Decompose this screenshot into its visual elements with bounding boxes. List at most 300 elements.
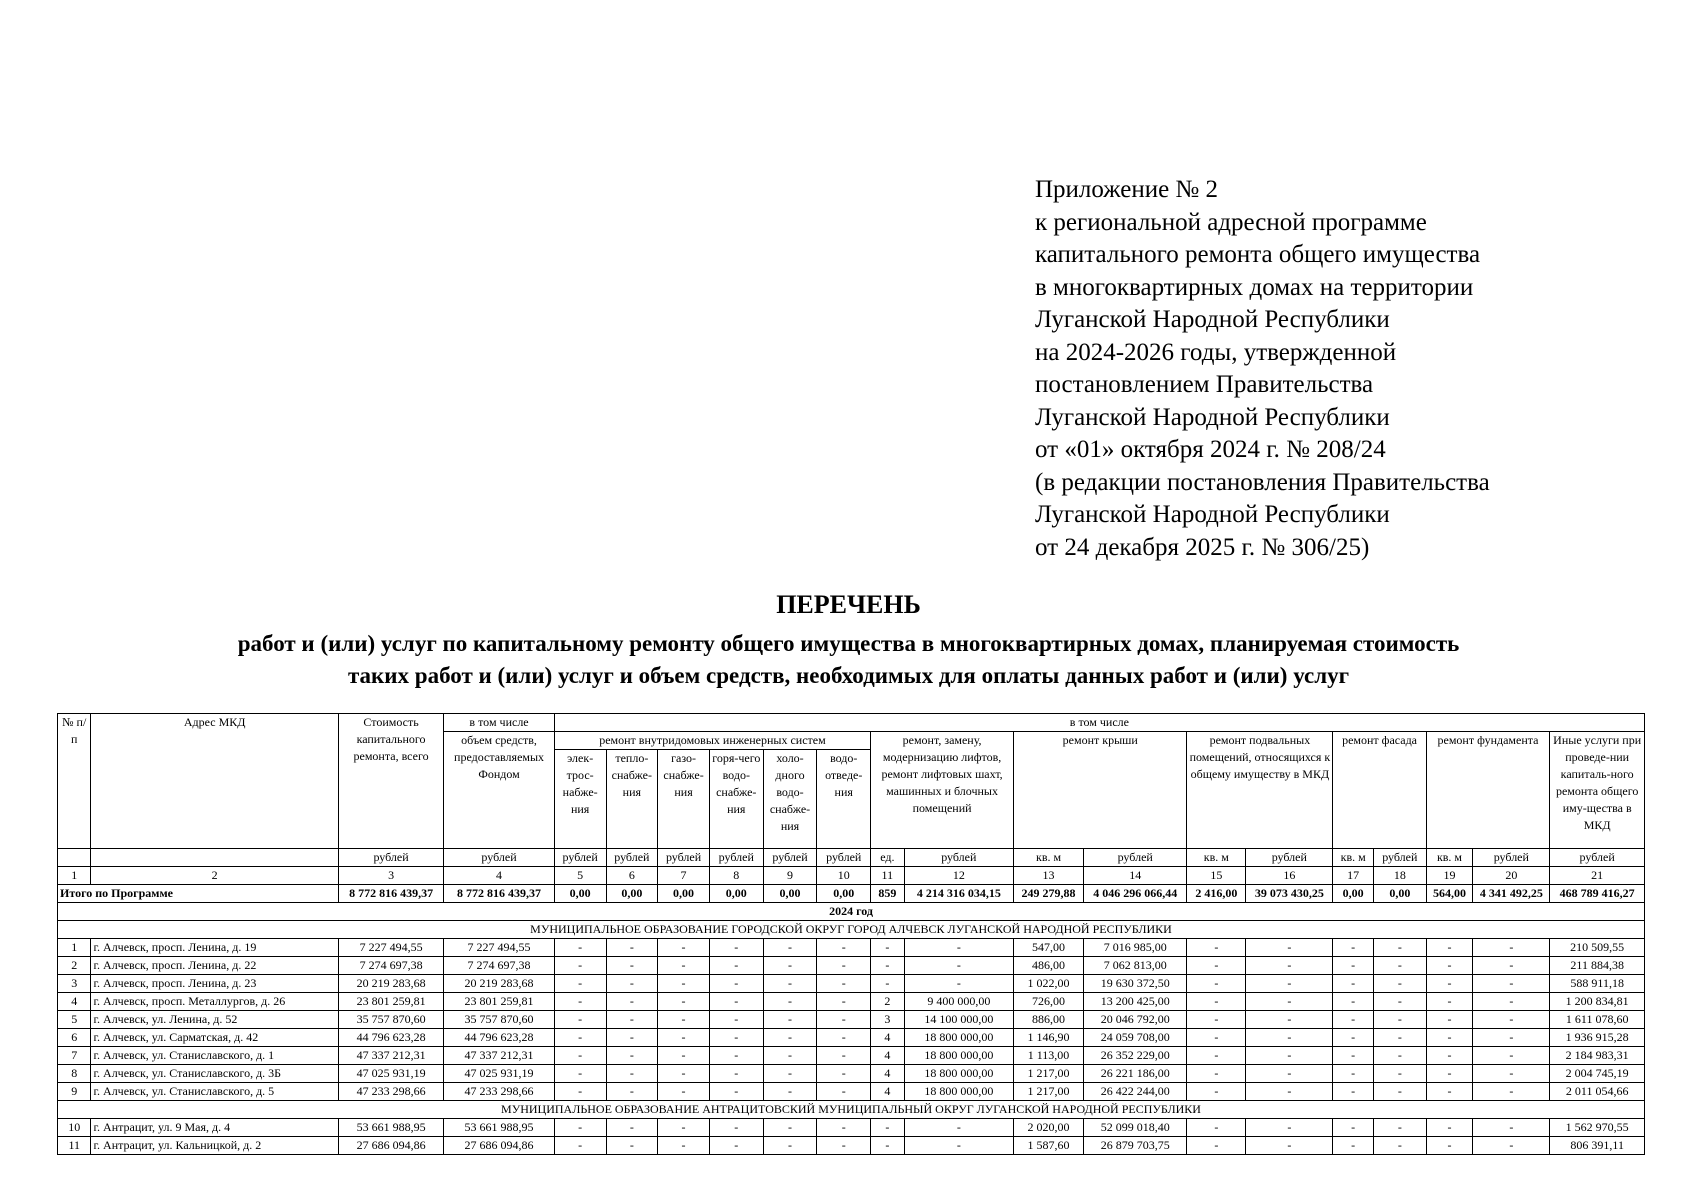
table-cell: 2 011 054,66: [1550, 1083, 1645, 1101]
unit-cell: кв. м: [1014, 849, 1084, 867]
address-cell: г. Алчевск, ул. Станиславского, д. 3Б: [91, 1065, 338, 1083]
table-cell: 20 219 283,68: [444, 975, 555, 993]
table-cell: -: [554, 1029, 606, 1047]
total-value-cell: 0,00: [1333, 885, 1374, 903]
total-value-cell: 0,00: [554, 885, 606, 903]
table-cell: 726,00: [1014, 993, 1084, 1011]
header-incl1: в том числе: [444, 714, 555, 732]
header-other: Иные услуги при проведе-нии капиталь-ного ремонта общего иму-щества в МКД: [1550, 732, 1645, 849]
table-cell: -: [1426, 975, 1473, 993]
unit-cell: рублей: [709, 849, 763, 867]
table-cell: -: [606, 939, 658, 957]
table-cell: 7 274 697,38: [338, 957, 443, 975]
header-coldwater: холо-дного водо-снабже-ния: [763, 750, 817, 849]
column-number-cell: 9: [763, 867, 817, 885]
table-cell: -: [606, 1119, 658, 1137]
appendix-line: капитального ремонта общего имущества: [1035, 241, 1481, 268]
table-cell: 23 801 259,81: [338, 993, 443, 1011]
table-cell: -: [554, 1065, 606, 1083]
total-label: Итого по Программе: [58, 885, 339, 903]
total-value-cell: 0,00: [763, 885, 817, 903]
header-hotwater: горя-чего водо-снабже-ния: [709, 750, 763, 849]
table-cell: 18 800 000,00: [904, 1047, 1014, 1065]
header-lifts: ремонт, замену, модернизацию лифтов, ремонт лифтовых шахт, машинных и блочных помещений: [871, 732, 1014, 849]
total-value-cell: 0,00: [817, 885, 871, 903]
appendix-block: [1035, 174, 1490, 564]
table-cell: 1 936 915,28: [1550, 1029, 1645, 1047]
table-cell: -: [763, 1029, 817, 1047]
table-cell: -: [1246, 1029, 1333, 1047]
column-number-cell: 16: [1246, 867, 1333, 885]
table-cell: -: [763, 993, 817, 1011]
table-cell: -: [658, 939, 710, 957]
table-row: [58, 939, 1645, 957]
table-cell: -: [1373, 939, 1426, 957]
table-cell: -: [1473, 1137, 1550, 1155]
table-cell: -: [606, 1011, 658, 1029]
unit-cell: рублей: [606, 849, 658, 867]
table-cell: -: [1333, 1029, 1374, 1047]
table-cell: 35 757 870,60: [338, 1011, 443, 1029]
total-value-cell: 4 046 296 066,44: [1084, 885, 1187, 903]
total-value-cell: 4 214 316 034,15: [904, 885, 1014, 903]
table-cell: 44 796 623,28: [444, 1029, 555, 1047]
table-cell: -: [817, 1065, 871, 1083]
unit-cell: рублей: [763, 849, 817, 867]
header-electro: элек-трос-набже-ния: [554, 750, 606, 849]
total-value-cell: 4 341 492,25: [1473, 885, 1550, 903]
table-cell: -: [817, 1029, 871, 1047]
table-cell: -: [658, 1011, 710, 1029]
table-cell: 47 337 212,31: [444, 1047, 555, 1065]
header-internal: ремонт внутридомовых инженерных систем: [554, 732, 870, 750]
table-cell: 2 004 745,19: [1550, 1065, 1645, 1083]
table-cell: -: [1333, 1083, 1374, 1101]
table-cell: -: [709, 1011, 763, 1029]
table-cell: -: [709, 1119, 763, 1137]
table-cell: -: [1473, 993, 1550, 1011]
table-cell: -: [1473, 1011, 1550, 1029]
table-cell: 211 884,38: [1550, 957, 1645, 975]
column-number-cell: 15: [1187, 867, 1246, 885]
total-value-cell: 468 789 416,27: [1550, 885, 1645, 903]
table-cell: 547,00: [1014, 939, 1084, 957]
table-row: [58, 1083, 1645, 1101]
table-cell: -: [1187, 1119, 1246, 1137]
table-cell: -: [1246, 1065, 1333, 1083]
table-cell: -: [1333, 939, 1374, 957]
table-cell: 7 274 697,38: [444, 957, 555, 975]
total-row: [58, 885, 1645, 903]
table-cell: -: [871, 939, 904, 957]
header-drain: водо-отведе-ния: [817, 750, 871, 849]
table-cell: -: [554, 975, 606, 993]
table-cell: 6: [58, 1029, 91, 1047]
table-cell: 4: [871, 1047, 904, 1065]
table-cell: -: [1426, 993, 1473, 1011]
table-cell: -: [817, 1137, 871, 1155]
table-cell: 5: [58, 1011, 91, 1029]
table-cell: -: [904, 1137, 1014, 1155]
table-cell: -: [1246, 957, 1333, 975]
table-cell: 3: [58, 975, 91, 993]
column-numbers-row: [58, 867, 1645, 885]
table-cell: 13 200 425,00: [1084, 993, 1187, 1011]
column-number-cell: 19: [1426, 867, 1473, 885]
table-cell: 1 022,00: [1014, 975, 1084, 993]
table-cell: -: [817, 1047, 871, 1065]
column-number-cell: 18: [1373, 867, 1426, 885]
header-fund: объем средств, предоставляемых Фондом: [444, 732, 555, 849]
column-number-cell: 6: [606, 867, 658, 885]
table-cell: 7 227 494,55: [444, 939, 555, 957]
address-cell: г. Антрацит, ул. Кальницкой, д. 2: [91, 1137, 338, 1155]
table-cell: -: [658, 1083, 710, 1101]
table-cell: -: [1373, 1065, 1426, 1083]
table-cell: 26 879 703,75: [1084, 1137, 1187, 1155]
section-row: [58, 921, 1645, 939]
table-cell: -: [1333, 975, 1374, 993]
table-cell: 1 587,60: [1014, 1137, 1084, 1155]
column-number-cell: 12: [904, 867, 1014, 885]
table-cell: 18 800 000,00: [904, 1029, 1014, 1047]
table-cell: -: [709, 1065, 763, 1083]
table-cell: -: [763, 1083, 817, 1101]
table-cell: 7 016 985,00: [1084, 939, 1187, 957]
table-cell: 14 100 000,00: [904, 1011, 1014, 1029]
table-cell: -: [1426, 1065, 1473, 1083]
table-row: [58, 1029, 1645, 1047]
column-number-cell: 4: [444, 867, 555, 885]
table-cell: -: [658, 1047, 710, 1065]
address-cell: г. Алчевск, просп. Металлургов, д. 26: [91, 993, 338, 1011]
table-cell: -: [1187, 957, 1246, 975]
table-cell: -: [554, 1119, 606, 1137]
table-cell: -: [1187, 1029, 1246, 1047]
document-title: ПЕРЕЧЕНЬ: [776, 590, 921, 619]
table-cell: 53 661 988,95: [444, 1119, 555, 1137]
column-number-cell: 17: [1333, 867, 1374, 885]
table-cell: -: [1333, 957, 1374, 975]
table-cell: -: [554, 1047, 606, 1065]
table-row: [58, 1137, 1645, 1155]
table-row: [58, 993, 1645, 1011]
table-cell: -: [763, 957, 817, 975]
appendix-line: в многоквартирных домах на территории: [1035, 273, 1474, 301]
unit-cell: рублей: [1373, 849, 1426, 867]
table-cell: -: [1246, 1137, 1333, 1155]
table-cell: -: [1333, 993, 1374, 1011]
address-cell: г. Алчевск, ул. Станиславского, д. 5: [91, 1083, 338, 1101]
total-value-cell: 8 772 816 439,37: [444, 885, 555, 903]
header-foundation: ремонт фундамента: [1426, 732, 1550, 849]
table-cell: -: [554, 1137, 606, 1155]
total-value-cell: 249 279,88: [1014, 885, 1084, 903]
unit-cell: рублей: [1473, 849, 1550, 867]
table-cell: -: [871, 957, 904, 975]
table-cell: -: [606, 1065, 658, 1083]
total-value-cell: 0,00: [1373, 885, 1426, 903]
subtitle-line-2: таких работ и (или) услуг и объем средств, необходимых для оплаты данных работ и (или) услуг: [347, 663, 1350, 688]
table-cell: -: [1373, 1029, 1426, 1047]
appendix-line: (в редакции постановления Правительства: [1035, 468, 1490, 496]
table-cell: 1 562 970,55: [1550, 1119, 1645, 1137]
unit-cell: ед.: [871, 849, 904, 867]
header-gas: газо-снабже-ния: [658, 750, 710, 849]
table-cell: 47 233 298,66: [444, 1083, 555, 1101]
table-cell: 20 219 283,68: [338, 975, 443, 993]
column-number-cell: 10: [817, 867, 871, 885]
appendix-line: от 24 декабря 2025 г. № 306/25): [1035, 533, 1370, 561]
column-number-cell: 5: [554, 867, 606, 885]
table-cell: -: [1473, 1119, 1550, 1137]
total-value-cell: 8 772 816 439,37: [338, 885, 443, 903]
unit-cell-empty: [58, 849, 91, 867]
table-cell: -: [904, 939, 1014, 957]
table-cell: 1 217,00: [1014, 1065, 1084, 1083]
table-row: [58, 975, 1645, 993]
appendix-line: на 2024-2026 годы, утвержденной: [1035, 338, 1397, 366]
table-cell: -: [763, 1011, 817, 1029]
total-value-cell: 859: [871, 885, 904, 903]
table-cell: -: [1187, 1011, 1246, 1029]
table-cell: -: [1333, 1011, 1374, 1029]
table-cell: 7 062 813,00: [1084, 957, 1187, 975]
table-cell: -: [1333, 1137, 1374, 1155]
table-cell: -: [606, 1083, 658, 1101]
table-cell: -: [817, 939, 871, 957]
column-number-cell: 8: [709, 867, 763, 885]
table-cell: -: [817, 975, 871, 993]
table-cell: -: [1426, 1029, 1473, 1047]
table-cell: -: [709, 1047, 763, 1065]
table-cell: -: [1187, 975, 1246, 993]
table-cell: 7: [58, 1047, 91, 1065]
table-cell: -: [1373, 1137, 1426, 1155]
table-cell: 4: [58, 993, 91, 1011]
table-cell: -: [1473, 1047, 1550, 1065]
table-cell: 1 611 078,60: [1550, 1011, 1645, 1029]
table-cell: 7 227 494,55: [338, 939, 443, 957]
appendix-line: Луганской Народной Республики: [1035, 306, 1390, 333]
table-cell: -: [709, 939, 763, 957]
table-cell: 2 020,00: [1014, 1119, 1084, 1137]
table-cell: 9 400 000,00: [904, 993, 1014, 1011]
table-cell: 806 391,11: [1550, 1137, 1645, 1155]
appendix-line: постановлением Правительства: [1035, 371, 1374, 398]
table-cell: 10: [58, 1119, 91, 1137]
table-cell: 26 221 186,00: [1084, 1065, 1187, 1083]
table-cell: -: [1373, 1119, 1426, 1137]
table-cell: -: [1426, 957, 1473, 975]
column-number-cell: 14: [1084, 867, 1187, 885]
unit-cell: кв. м: [1187, 849, 1246, 867]
unit-cell-empty: [91, 849, 338, 867]
year-label: 2024 год: [58, 903, 1645, 921]
table-cell: 1 113,00: [1014, 1047, 1084, 1065]
unit-cell: кв. м: [1426, 849, 1473, 867]
table-cell: -: [1373, 1047, 1426, 1065]
table-cell: -: [1426, 1119, 1473, 1137]
appendix-line: Приложение № 2: [1035, 176, 1219, 203]
table-cell: -: [606, 993, 658, 1011]
units-row: [58, 849, 1645, 867]
appendix-line: от «01» октября 2024 г. № 208/24: [1035, 436, 1386, 463]
table-cell: 20 046 792,00: [1084, 1011, 1187, 1029]
table-cell: 4: [871, 1029, 904, 1047]
header-cost: Стоимость капитального ремонта, всего: [338, 714, 443, 849]
table-cell: -: [871, 1119, 904, 1137]
total-value-cell: 2 416,00: [1187, 885, 1246, 903]
table-cell: -: [1187, 1137, 1246, 1155]
unit-cell: рублей: [554, 849, 606, 867]
section-row: [58, 1101, 1645, 1119]
section-name: МУНИЦИПАЛЬНОЕ ОБРАЗОВАНИЕ АНТРАЦИТОВСКИЙ МУНИЦИПАЛЬНЫЙ ОКРУГ ЛУГАНСКОЙ НАРОДНОЙ РЕСПУБЛИКИ: [58, 1101, 1645, 1119]
table-cell: 26 422 244,00: [1084, 1083, 1187, 1101]
table-cell: -: [1473, 975, 1550, 993]
unit-cell: рублей: [904, 849, 1014, 867]
table-cell: 4: [871, 1065, 904, 1083]
unit-cell: рублей: [444, 849, 555, 867]
table-cell: 47 337 212,31: [338, 1047, 443, 1065]
table-cell: -: [1246, 1083, 1333, 1101]
table-cell: -: [1187, 993, 1246, 1011]
table-cell: -: [1333, 1047, 1374, 1065]
table-cell: 18 800 000,00: [904, 1065, 1014, 1083]
unit-cell: рублей: [1550, 849, 1645, 867]
table-cell: -: [709, 1083, 763, 1101]
table-cell: -: [763, 1137, 817, 1155]
column-number-cell: 3: [338, 867, 443, 885]
table-cell: -: [658, 1119, 710, 1137]
table-cell: -: [709, 975, 763, 993]
table-cell: -: [658, 975, 710, 993]
table-cell: 52 099 018,40: [1084, 1119, 1187, 1137]
total-value-cell: 0,00: [606, 885, 658, 903]
header-address: Адрес МКД: [91, 714, 338, 849]
table-cell: 11: [58, 1137, 91, 1155]
unit-cell: рублей: [1246, 849, 1333, 867]
table-cell: 486,00: [1014, 957, 1084, 975]
address-cell: г. Алчевск, просп. Ленина, д. 23: [91, 975, 338, 993]
header-num: № п/п: [58, 714, 91, 849]
table-cell: -: [1426, 1047, 1473, 1065]
table-cell: 3: [871, 1011, 904, 1029]
table-cell: -: [1373, 975, 1426, 993]
table-cell: -: [904, 957, 1014, 975]
table-cell: -: [1187, 939, 1246, 957]
table-cell: 27 686 094,86: [444, 1137, 555, 1155]
address-cell: г. Алчевск, просп. Ленина, д. 19: [91, 939, 338, 957]
table-cell: 47 025 931,19: [338, 1065, 443, 1083]
table-cell: -: [554, 957, 606, 975]
table-cell: -: [1373, 1083, 1426, 1101]
program-table: [57, 713, 1645, 1155]
table-cell: 9: [58, 1083, 91, 1101]
table-cell: 2 184 983,31: [1550, 1047, 1645, 1065]
table-cell: -: [763, 939, 817, 957]
address-cell: г. Алчевск, ул. Сарматская, д. 42: [91, 1029, 338, 1047]
table-row: [58, 957, 1645, 975]
table-cell: -: [1246, 939, 1333, 957]
header-basement: ремонт подвальных помещений, относящихся к общему имуществу в МКД: [1187, 732, 1333, 849]
column-number-cell: 20: [1473, 867, 1550, 885]
table-cell: -: [606, 975, 658, 993]
table-cell: -: [1473, 1029, 1550, 1047]
table-cell: -: [1426, 939, 1473, 957]
table-cell: -: [1426, 1083, 1473, 1101]
table-cell: 588 911,18: [1550, 975, 1645, 993]
table-cell: 23 801 259,81: [444, 993, 555, 1011]
table-cell: 53 661 988,95: [338, 1119, 443, 1137]
table-cell: -: [817, 993, 871, 1011]
table-cell: 27 686 094,86: [338, 1137, 443, 1155]
table-cell: -: [709, 957, 763, 975]
table-cell: -: [606, 957, 658, 975]
table-cell: 210 509,55: [1550, 939, 1645, 957]
table-cell: 19 630 372,50: [1084, 975, 1187, 993]
total-value-cell: 564,00: [1426, 885, 1473, 903]
table-cell: 2: [871, 993, 904, 1011]
table-cell: 24 059 708,00: [1084, 1029, 1187, 1047]
header-row-top: [58, 714, 1645, 732]
table-cell: 1: [58, 939, 91, 957]
table-cell: -: [871, 1137, 904, 1155]
table-cell: 26 352 229,00: [1084, 1047, 1187, 1065]
address-cell: г. Алчевск, ул. Станиславского, д. 1: [91, 1047, 338, 1065]
table-cell: 1 217,00: [1014, 1083, 1084, 1101]
table-cell: -: [1246, 993, 1333, 1011]
unit-cell: рублей: [817, 849, 871, 867]
table-cell: 8: [58, 1065, 91, 1083]
table-cell: -: [1333, 1065, 1374, 1083]
column-number-cell: 7: [658, 867, 710, 885]
table-cell: -: [1187, 1047, 1246, 1065]
table-cell: -: [554, 939, 606, 957]
table-row: [58, 1047, 1645, 1065]
table-cell: -: [606, 1047, 658, 1065]
unit-cell: рублей: [658, 849, 710, 867]
table-row: [58, 1011, 1645, 1029]
table-row: [58, 1119, 1645, 1137]
table-cell: -: [817, 1011, 871, 1029]
table-cell: 47 233 298,66: [338, 1083, 443, 1101]
table-cell: -: [1473, 957, 1550, 975]
column-number-cell: 2: [91, 867, 338, 885]
document-subtitle: [0, 628, 1697, 692]
address-cell: г. Антрацит, ул. 9 Мая, д. 4: [91, 1119, 338, 1137]
table-cell: -: [904, 975, 1014, 993]
table-cell: -: [1246, 1119, 1333, 1137]
table-cell: -: [1473, 1083, 1550, 1101]
unit-cell: рублей: [1084, 849, 1187, 867]
table-cell: -: [1473, 1065, 1550, 1083]
table-row: [58, 1065, 1645, 1083]
column-number-cell: 21: [1550, 867, 1645, 885]
table-cell: 47 025 931,19: [444, 1065, 555, 1083]
address-cell: г. Алчевск, ул. Ленина, д. 52: [91, 1011, 338, 1029]
table-cell: -: [871, 975, 904, 993]
table-cell: -: [658, 957, 710, 975]
table-cell: -: [709, 1029, 763, 1047]
table-cell: 35 757 870,60: [444, 1011, 555, 1029]
table-cell: -: [554, 993, 606, 1011]
appendix-line: Луганской Народной Республики: [1035, 501, 1390, 528]
table-cell: -: [763, 1065, 817, 1083]
table-cell: -: [554, 1083, 606, 1101]
table-cell: -: [1426, 1137, 1473, 1155]
table-cell: -: [817, 1083, 871, 1101]
